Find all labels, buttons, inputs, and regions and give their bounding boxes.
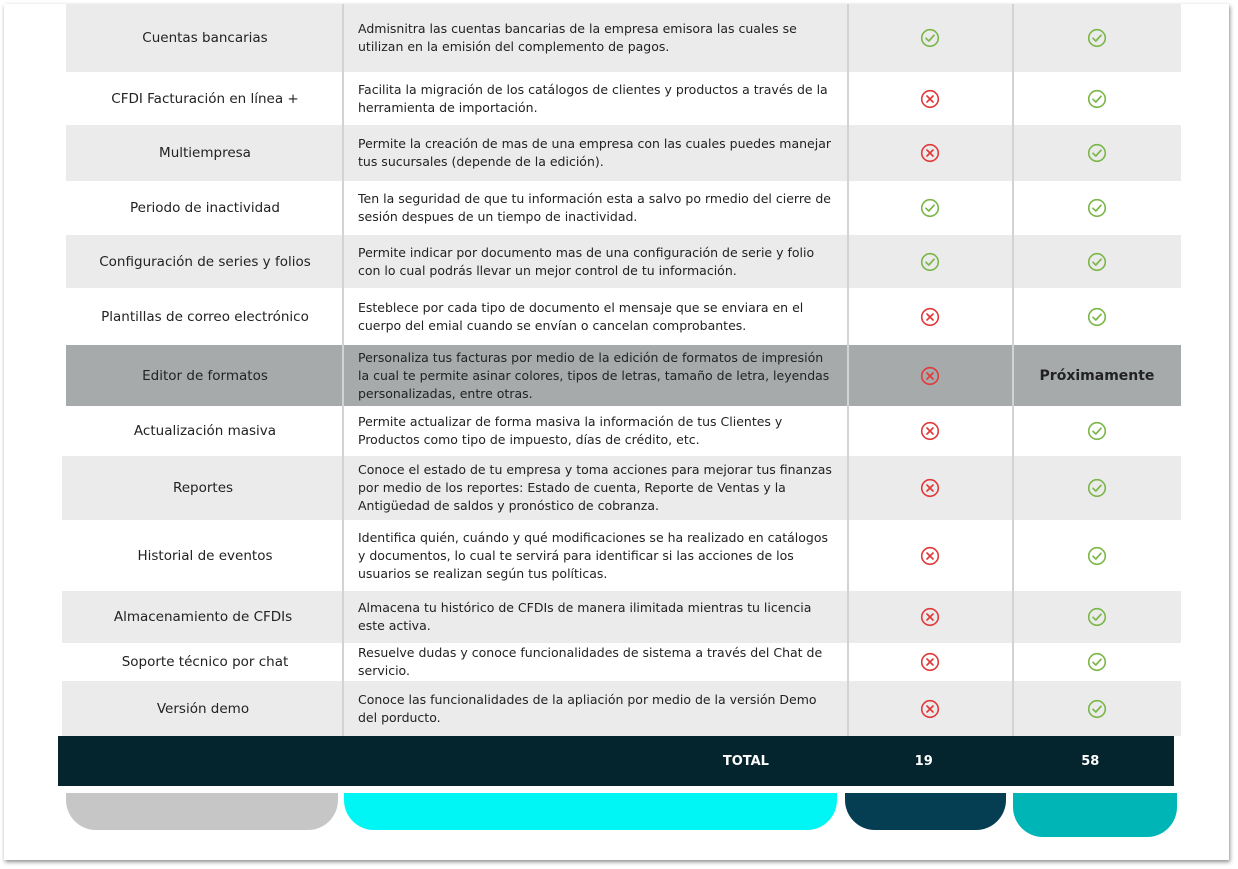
total-col4: 58 — [1081, 753, 1100, 769]
check-icon — [1013, 288, 1181, 345]
cross-icon — [847, 520, 1013, 591]
feature-name: Versión demo — [156, 700, 250, 717]
cross-icon — [847, 345, 1013, 406]
total-col3: 19 — [914, 753, 933, 769]
feature-name: Soporte técnico por chat — [121, 654, 289, 670]
column-footer-tab — [344, 793, 837, 830]
check-icon — [1013, 235, 1181, 288]
feature-name: Historial de eventos — [137, 547, 273, 564]
coming-soon-label: Próximamente — [1039, 367, 1155, 384]
column-footer-tab — [1013, 793, 1177, 837]
column-divider — [342, 4, 344, 786]
column-divider — [847, 4, 849, 786]
feature-description: Resuelve dudas y conoce funcionalidades de sistema a través del Chat de servicio. — [358, 645, 823, 678]
feature-name: Plantillas de correo electrónico — [101, 308, 309, 325]
feature-name: Configuración de series y folios — [99, 253, 311, 270]
cross-icon — [847, 591, 1013, 643]
feature-name: Cuentas bancarias — [142, 30, 268, 46]
total-row — [58, 736, 1174, 786]
column-divider — [1012, 4, 1014, 786]
cross-icon — [847, 125, 1013, 181]
check-icon — [1013, 181, 1181, 235]
feature-description: Permite la creación de mas de una empresa con las cuales puedes manejar tus sucursales (depende de la edición). — [358, 136, 832, 169]
feature-description: Almacena tu histórico de CFDIs de manera ilimitada mientras tu licencia este activa. — [358, 600, 812, 633]
feature-description: Personaliza tus facturas por medio de la edición de formatos de impresión la cual te permite asinar colores, tipos de letras, tamaño de letra, leyendas personalizadas, entre otras. — [358, 349, 830, 401]
feature-description: Identifica quién, cuándo y qué modificaciones se ha realizado en catálogos y documentos, lo cual te servirá para identificar si las acciones de los usuarios se realizan según tus políticas. — [358, 529, 828, 581]
feature-description: Conoce las funcionalidades de la apliación por medio de la versión Demo del porducto. — [358, 691, 817, 725]
feature-description: Facilita la migración de los catálogos de clientes y productos a través de la herramienta de importación. — [358, 81, 828, 115]
feature-description: Permite actualizar de forma masiva la información de tus Clientes y Productos como tipo de impuesto, días de crédito, etc. — [358, 414, 783, 447]
document-page — [4, 4, 1229, 860]
cross-icon — [847, 288, 1013, 345]
check-icon — [1013, 72, 1181, 125]
cross-icon — [847, 456, 1013, 520]
check-icon — [1013, 456, 1181, 520]
check-icon — [1013, 125, 1181, 181]
feature-name: CFDI Facturación en línea + — [111, 90, 299, 107]
check-icon — [1013, 681, 1181, 736]
check-icon — [1013, 4, 1181, 72]
check-icon — [847, 4, 1013, 72]
cross-icon — [847, 681, 1013, 736]
cross-icon — [847, 406, 1013, 456]
column-footer-tab — [845, 793, 1006, 830]
feature-description: Permite indicar por documento mas de una configuración de serie y folio con lo cual podrás llevar un mejor control de tu información. — [358, 244, 815, 278]
feature-description: Conoce el estado de tu empresa y toma acciones para mejorar tus finanzas por medio de los reportes: Estado de cuenta, Reporte de Ventas y la Antigüedad de saldos y pronóstico de cobranza. — [358, 462, 832, 513]
check-icon — [1013, 643, 1181, 681]
total-label: TOTAL — [722, 753, 769, 769]
feature-name: Multiempresa — [159, 145, 251, 161]
check-icon — [1013, 591, 1181, 643]
feature-name: Editor de formatos — [142, 367, 268, 384]
feature-description: Esteblece por cada tipo de documento el mensaje que se enviara en el cuerpo del emial cuando se envían o cancelan comprobantes. — [358, 299, 804, 333]
column-footer-tab — [66, 793, 338, 830]
feature-description: Admisnitra las cuentas bancarias de la empresa emisora las cuales se utilizan en la emisión del complemento de pagos. — [358, 21, 797, 54]
feature-name: Reportes — [172, 480, 234, 496]
feature-name: Periodo de inactividad — [129, 200, 280, 216]
cross-icon — [847, 643, 1013, 681]
feature-description: Ten la seguridad de que tu información esta a salvo po rmedio del cierre de sesión despues de un tiempo de inactividad. — [358, 191, 831, 224]
check-icon — [847, 235, 1013, 288]
feature-name: Actualización masiva — [133, 423, 277, 439]
cross-icon — [847, 72, 1013, 125]
feature-name: Almacenamiento de CFDIs — [113, 609, 293, 625]
check-icon — [1013, 520, 1181, 591]
check-icon — [847, 181, 1013, 235]
check-icon — [1013, 406, 1181, 456]
